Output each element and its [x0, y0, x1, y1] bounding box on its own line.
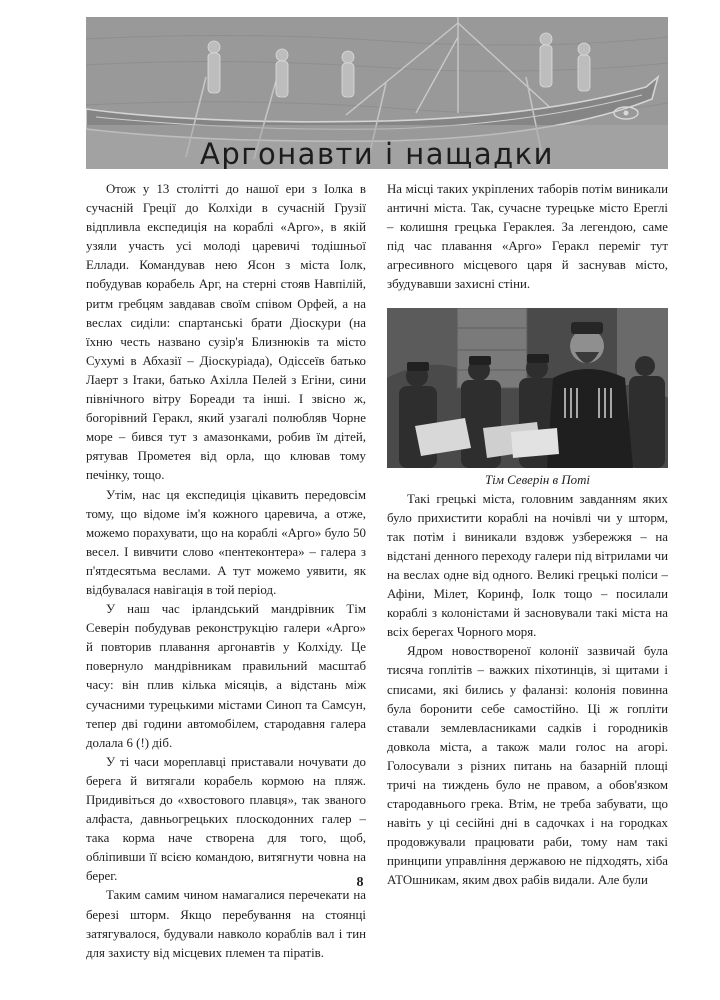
- photo-caption: Тім Северін в Поті: [484, 472, 591, 487]
- paragraph: У ті часи мореплавці приставали ночувати до берега й витягали корабель кормою на пляж. Придивіться до «хвостового плавця», так званого алфаста, давньогрецьких плоскодонних галер – така корма наче створена для того, щоб, обліпивши її всією командою, витягнути човна на берег.: [86, 754, 366, 884]
- right-column: [387, 180, 668, 891]
- left-column: [86, 180, 366, 963]
- paragraph: Ядром новоствореної колонії зазвичай була тисяча гоплітів – важких піхотинців, зі щитами і списами, які бились у фаланзі: колонія повинна була боронити себе самостійно. Ці ж гопліти ставали землевласниками садків і городників довкола міста, а також мали голос на агорі. Голосували з різних питань на базарній площі тричі на тиждень було не правом, а обов'язком стародавнього грека. Втім, не треба забувати, що навіть у ці сесійні дні в садочках і на городках продовжували працювати раби, тому нам такі принципи управління державою не підходять, хіба АТОшникам, яким двох рабів видали. Але були: [387, 644, 668, 888]
- paragraph: Утім, нас ця експедиція цікавить передовсім тому, що відоме ім'я кожного царевича, а отже, можемо порахувати, що на кораблі «Арго» було 50 весел. І вивчити слово «пентеконтера» – галера з п'ятдесятьма веслами. А тут можемо уявити, як відбувалася навігація в той період.: [86, 487, 366, 597]
- photo-tim-severin: [387, 308, 668, 468]
- paragraph: На місці таких укріплених таборів потім виникали античні міста. Так, сучасне турецьке місто Ереглі – колишня грецька Гераклея. За легендою, саме під час плавання «Арго» Геракл переміг тут агресивного місцевого царя й заснував місто, збудувавши захисні стіни.: [387, 182, 668, 292]
- paragraph: Отож у 13 столітті до нашої ери з Іолка в сучасній Греції до Колхіди в сучасній Грузії відпливла експедиція на кораблі «Арго», в якій узяли участь усі молоді царевичі тодішньої Еллади. Командував нею Ясон з міста Іолк, побудував корабель Арг, на стерні стояв Навпілій, ритм гребцям завдавав своїм співом Орфей, а на веслах сиділи: спартанські брати Діоскури (на їхню честь названо сузір'я Близнюків та місто Сухумі в Абхазії – Діоскуріада), Одіссеїв батько Лаерт з Ітаки, батько Ахілла Пелей з Егіни, сини північного вітру Бореади та інші. І звісно ж, богорівний Геракл, який узагалі полюбляв Чорне море – бився тут з амазонками, робив їм дітей, рятував Прометея від орла, що клював тому печінку, тощо.: [86, 182, 366, 483]
- page-number: 8: [356, 875, 364, 890]
- paragraph: Таким самим чином намагалися перечекати на березі шторм. Якщо перебування на стоянці затягувалося, будували навколо кораблів вал і тин для захисту від місцевих племен та піратів.: [86, 888, 366, 960]
- chapter-title: Аргонавти і нащадки: [199, 137, 554, 169]
- paragraph: Такі грецькі міста, головним завданням яких було прихистити кораблі на ночівлі чи у шторм, так потім і виникали вздовж узбережжя – на відстані денного переходу галери під вітрилами чи на веслах одне від одного. Великі грецькі поліси – Афіни, Мілет, Коринф, Іолк тощо – посилали кораблі з колоністами й засновували такі міста на всіх берегах Чорного моря.: [387, 491, 668, 640]
- header-banner: [86, 17, 668, 169]
- paragraph: У наш час ірландський мандрівник Тім Северін побудував реконструкцію галери «Арго» й повторив плавання аргонавтів у Колхіду. Це повернуло мандрівникам правильний масштаб часу: він плив кілька місяців, а відстань між сучасними турецькими містами Синоп та Самсун, тепер дві години автомобілем, стародавня галера долала 6 (!) діб.: [86, 602, 366, 750]
